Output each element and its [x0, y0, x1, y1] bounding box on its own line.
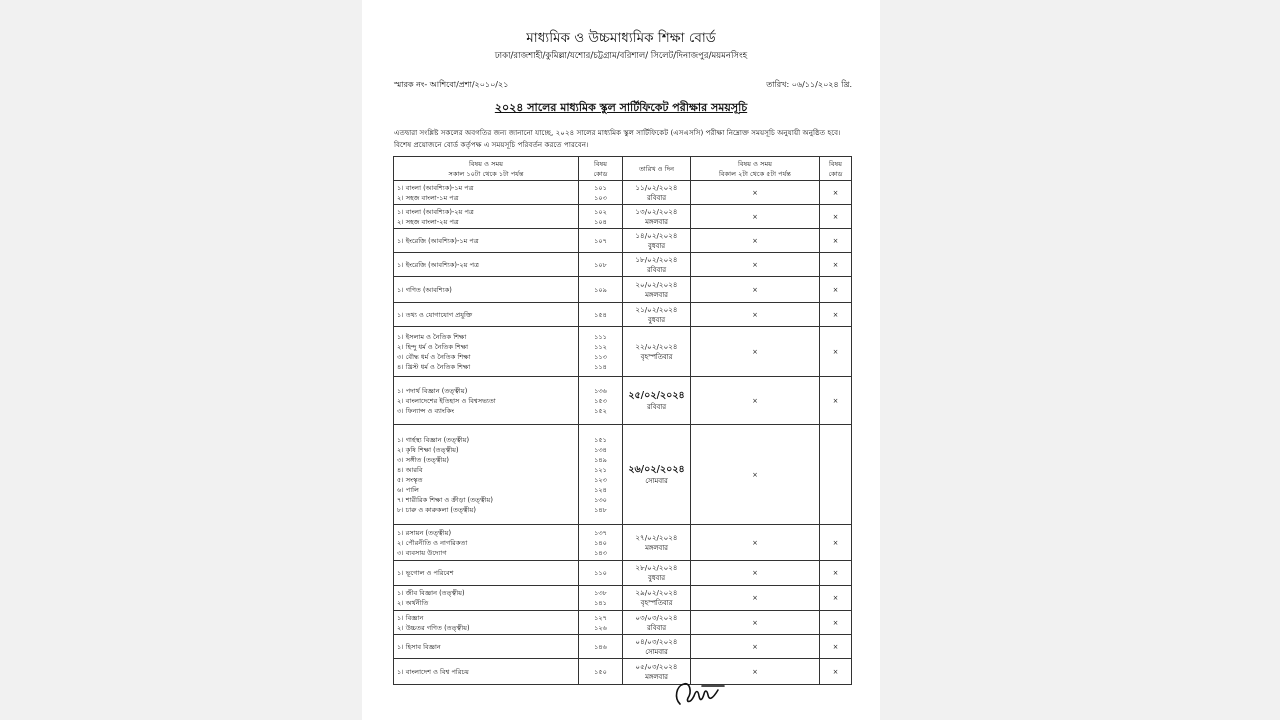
exam-date: ২৯/০২/২০২৪ — [635, 588, 678, 597]
subject-code: ১২১ — [594, 465, 607, 474]
subject-code: ১১৪ — [594, 362, 607, 371]
exam-date-cell — [623, 525, 691, 561]
exam-date: ২৮/০২/২০২৪ — [635, 563, 678, 572]
afternoon-subject-cell: × — [691, 181, 820, 205]
subject-code: ১৩০ — [594, 495, 607, 504]
exam-date-cell — [623, 181, 691, 205]
table-row — [394, 253, 852, 277]
subject-code: ১২৪ — [594, 485, 607, 494]
subject-code: ১১২ — [594, 342, 607, 351]
table-row — [394, 181, 852, 205]
exam-date-cell — [623, 277, 691, 303]
header-morning-subject: বিষয় ও সময় সকাল ১০টা থেকে ১টা পর্যন্ত — [394, 157, 579, 181]
table-row — [394, 205, 852, 229]
afternoon-code-cell: × — [820, 659, 852, 685]
schedule-title-text: ২০২৪ সালের মাধ্যমিক স্কুল সার্টিফিকেট পরীক্ষার সময়সূচি — [494, 101, 748, 114]
board-subtitle: ঢাকা/রাজশাহী/কুমিল্লা/যশোর/চট্টগ্রাম/বরিশাল/ সিলেট/দিনাজপুর/ময়মনসিংহ — [494, 51, 748, 61]
afternoon-code-cell: × — [820, 253, 852, 277]
subject-name: ১। ভূগোল ও পরিবেশ — [397, 569, 454, 577]
subject-codes-cell — [579, 205, 623, 229]
exam-date-cell — [623, 205, 691, 229]
subject-name: ১। ইসলাম ও নৈতিক শিক্ষা — [397, 332, 467, 341]
subject-codes-cell — [579, 611, 623, 635]
afternoon-code-cell: × — [820, 205, 852, 229]
subject-name: ১। গার্হস্থ্য বিজ্ঞান (তত্ত্বীয়) — [397, 435, 470, 444]
exam-day: মঙ্গলবার — [645, 290, 668, 299]
exam-day: বুধবার — [647, 574, 666, 582]
subject-code: ১২৩ — [594, 475, 607, 484]
afternoon-code-cell: × — [820, 611, 852, 635]
afternoon-subject-cell: × — [691, 253, 820, 277]
afternoon-subject-cell: × — [691, 229, 820, 253]
morning-subjects-cell — [394, 181, 579, 205]
table-row — [394, 303, 852, 327]
document-page — [362, 0, 880, 720]
afternoon-subject-cell: × — [691, 659, 820, 685]
table-row — [394, 425, 852, 525]
subject-codes-cell — [579, 327, 623, 377]
subject-codes-cell — [579, 303, 623, 327]
subject-code: ১০৭ — [594, 236, 607, 245]
subject-name: ৬। পালি — [397, 485, 419, 494]
afternoon-subject-cell: × — [691, 377, 820, 425]
afternoon-subject-cell: × — [691, 303, 820, 327]
header-code: বিষয় কোড — [579, 157, 623, 181]
afternoon-subject-cell: × — [691, 586, 820, 611]
subject-name: ৪। আরবি — [397, 465, 423, 474]
subject-name: ১। ইংরেজি (আবশ্যিক)-১ম পত্র — [397, 236, 479, 245]
board-title: মাধ্যমিক ও উচ্চমাধ্যমিক শিক্ষা বোর্ড — [526, 30, 716, 46]
morning-subjects-cell — [394, 659, 579, 685]
subject-codes-cell — [579, 181, 623, 205]
morning-subjects-cell — [394, 303, 579, 327]
morning-subjects-cell — [394, 586, 579, 611]
exam-date: ০৩/০৩/২০২৪ — [635, 612, 678, 622]
afternoon-subject-cell: × — [691, 635, 820, 659]
subject-name: ৩। ফিন্যান্স ও ব্যাংকিং — [397, 406, 455, 415]
table-row — [394, 611, 852, 635]
subject-name: ৩। সঙ্গীত (তত্ত্বীয়) — [397, 455, 449, 464]
subject-name: ২। অর্থনীতি — [397, 599, 429, 607]
exam-date-cell — [623, 327, 691, 377]
subject-code: ১৫৩ — [594, 396, 607, 405]
exam-day: সোমবার — [645, 647, 668, 656]
subject-codes-cell — [579, 277, 623, 303]
morning-subjects-cell — [394, 205, 579, 229]
morning-subjects-cell — [394, 425, 579, 525]
subject-name: ৭। শারীরিক শিক্ষা ও ক্রীড়া (তত্ত্বীয়) — [397, 495, 493, 504]
subject-codes-cell — [579, 586, 623, 611]
subject-name: ১। রসায়ন (তত্ত্বীয়) — [397, 528, 452, 537]
afternoon-code-cell: × — [820, 181, 852, 205]
notice-paragraph: এতদ্বারা সংশ্লিষ্ট সকলের অবগতির জন্য জানানো যাচ্ছে, ২০২৪ সালের মাধ্যমিক স্কুল সার্টিফিকেট (এসএসসি) পরীক্ষা নিম্নোক্ত সময়সূচি অনুযায়ী অনুষ্ঠিত হবে। বিশেষ প্রয়োজনে বোর্ড কর্তৃপক্ষ এ সময়সূচি পরিবর্তন করতে পারবেন। — [394, 128, 841, 149]
subject-code: ১১১ — [594, 332, 607, 341]
subject-name: ২। সহজ বাংলা-১ম পত্র — [397, 193, 459, 202]
exam-date: ২৭/০২/২০২৪ — [635, 532, 678, 542]
subject-code: ১১৩ — [594, 352, 607, 361]
exam-date: ২০/০২/২০২৪ — [635, 279, 678, 289]
exam-schedule-table — [393, 156, 852, 685]
subject-name: ১। ইংরেজি (আবশ্যিক)-২য় পত্র — [397, 260, 479, 269]
afternoon-code-cell: × — [820, 635, 852, 659]
subject-codes-cell — [579, 377, 623, 425]
subject-code: ১৫১ — [594, 435, 607, 444]
table-body — [394, 181, 852, 685]
subject-name: ১। বাংলা (আবশ্যিক)-১ম পত্র — [397, 183, 474, 192]
afternoon-code-cell: × — [820, 229, 852, 253]
subject-name: ১। হিসাব বিজ্ঞান — [397, 642, 441, 651]
afternoon-code-cell: × — [820, 303, 852, 327]
subject-code: ১০৩ — [594, 193, 607, 202]
subject-code: ১২৬ — [594, 623, 607, 632]
table-header-row — [394, 157, 852, 181]
subject-name: ১। বিজ্ঞান — [397, 613, 424, 622]
subject-name: ১। পদার্থ বিজ্ঞান (তত্ত্বীয়) — [397, 386, 468, 395]
subject-name: ২। সহজ বাংলা-২য় পত্র — [397, 217, 459, 226]
subject-code: ১৪৩ — [594, 548, 607, 557]
exam-day: রবিবার — [647, 623, 666, 632]
exam-day: রবিবার — [647, 193, 666, 202]
afternoon-code-cell: × — [820, 586, 852, 611]
subject-code: ১৪১ — [594, 599, 607, 607]
table-row — [394, 377, 852, 425]
issue-date: তারিখ: ০৬/১১/২০২৪ খ্রি. — [766, 80, 852, 89]
subject-name: ২। কৃষি শিক্ষা (তত্ত্বীয়) — [397, 445, 459, 454]
exam-day: রবিবার — [647, 403, 666, 411]
exam-date: ২৬/০২/২০২৪ — [628, 464, 685, 475]
table-row — [394, 659, 852, 685]
subject-name: ১। বাংলাদেশ ও বিশ্ব পরিচয় — [397, 667, 469, 676]
subject-codes-cell — [579, 525, 623, 561]
subject-name: ১। বাংলা (আবশ্যিক)-২য় পত্র — [397, 207, 474, 216]
exam-date-cell — [623, 611, 691, 635]
morning-subjects-cell — [394, 525, 579, 561]
morning-subjects-cell — [394, 611, 579, 635]
morning-subjects-cell — [394, 377, 579, 425]
subject-code: ১৩৮ — [594, 589, 607, 597]
table-row — [394, 229, 852, 253]
subject-code: ১০২ — [594, 207, 607, 216]
subject-codes-cell — [579, 425, 623, 525]
subject-name: ১। জীব বিজ্ঞান (তত্ত্বীয়) — [397, 589, 465, 597]
subject-code: ১০৪ — [594, 217, 607, 226]
afternoon-code-cell: × — [820, 327, 852, 377]
exam-day: বৃহস্পতিবার — [640, 599, 673, 607]
subject-codes-cell — [579, 229, 623, 253]
exam-date: ১৪/০২/২০২৪ — [635, 230, 678, 240]
subject-codes-cell — [579, 635, 623, 659]
subject-code: ১৫০ — [594, 667, 607, 676]
subject-code: ১৪৮ — [594, 505, 607, 514]
morning-subjects-cell — [394, 561, 579, 586]
subject-name: ৫। সংস্কৃত — [397, 475, 423, 484]
schedule-title — [362, 99, 880, 118]
afternoon-subject-cell: × — [691, 425, 820, 525]
subject-code: ১৪৬ — [594, 642, 607, 651]
afternoon-subject-cell: × — [691, 611, 820, 635]
exam-day: রবিবার — [647, 265, 666, 274]
table-row — [394, 327, 852, 377]
subject-code: ১০৮ — [594, 260, 607, 269]
afternoon-subject-cell: × — [691, 525, 820, 561]
subject-code: ১৪০ — [594, 538, 607, 547]
subject-name: ১। গণিত (আবশ্যিক) — [397, 285, 452, 294]
exam-date: ২১/০২/২০২৪ — [635, 304, 678, 314]
subject-name: ৩। ব্যবসায় উদ্যোগ — [397, 548, 447, 557]
subject-code: ১৫২ — [594, 406, 607, 415]
morning-subjects-cell — [394, 253, 579, 277]
subject-code: ১২৭ — [594, 613, 607, 622]
afternoon-code-cell — [820, 425, 852, 525]
afternoon-subject-cell: × — [691, 561, 820, 586]
subject-name: ৪। খ্রিস্ট ধর্ম ও নৈতিক শিক্ষা — [397, 362, 471, 371]
exam-date-cell — [623, 303, 691, 327]
exam-day: মঙ্গলবার — [645, 672, 668, 681]
subject-name: ২। হিন্দু ধর্ম ও নৈতিক শিক্ষা — [397, 342, 469, 351]
exam-date: ১৮/০২/২০২৪ — [635, 254, 678, 264]
afternoon-code-cell: × — [820, 561, 852, 586]
afternoon-code-cell: × — [820, 525, 852, 561]
subject-name: ১। তথ্য ও যোগাযোগ প্রযুক্তি — [397, 310, 473, 319]
subject-code: ১১০ — [594, 569, 607, 577]
exam-date: ০৫/০৩/২০২৪ — [635, 661, 678, 671]
exam-date: ১৩/০২/২০২৪ — [635, 206, 678, 216]
exam-date-cell — [623, 635, 691, 659]
subject-codes-cell — [579, 659, 623, 685]
subject-name: ২। বাংলাদেশের ইতিহাস ও বিশ্বসভ্যতা — [397, 396, 496, 405]
table-row — [394, 635, 852, 659]
subject-code: ১৫৪ — [594, 310, 607, 319]
header-date-day: তারিখ ও দিন — [623, 157, 691, 181]
morning-subjects-cell — [394, 277, 579, 303]
afternoon-code-cell: × — [820, 377, 852, 425]
morning-subjects-cell — [394, 635, 579, 659]
exam-day: বুধবার — [647, 241, 666, 250]
exam-date: ২২/০২/২০২৪ — [635, 341, 678, 351]
exam-day: বৃহস্পতিবার — [640, 352, 673, 361]
table-row — [394, 277, 852, 303]
subject-code: ১০১ — [594, 183, 607, 192]
subject-name: ৩। বৌদ্ধ ধর্ম ও নৈতিক শিক্ষা — [397, 352, 471, 361]
header-code-2: বিষয় কোড — [820, 157, 852, 181]
subject-codes-cell — [579, 561, 623, 586]
exam-date-cell — [623, 586, 691, 611]
afternoon-subject-cell: × — [691, 327, 820, 377]
morning-subjects-cell — [394, 327, 579, 377]
table-row — [394, 525, 852, 561]
subject-code: ১০৯ — [594, 285, 607, 294]
exam-date: ০৪/০৩/২০২৪ — [635, 636, 678, 646]
exam-date: ২৫/০২/২০২৪ — [628, 390, 685, 401]
signature — [672, 676, 728, 714]
header-afternoon-subject: বিষয় ও সময় বিকাল ২টা থেকে ৫টা পর্যন্ত — [691, 157, 820, 181]
memo-number: স্মারক নং- আশিবো/প্রশা/২০১০/২১ — [394, 80, 509, 89]
table-row — [394, 561, 852, 586]
afternoon-code-cell: × — [820, 277, 852, 303]
subject-code: ১৩৭ — [594, 528, 607, 537]
table-row — [394, 586, 852, 611]
morning-subjects-cell — [394, 229, 579, 253]
afternoon-subject-cell: × — [691, 205, 820, 229]
subject-name: ২। পৌরনীতি ও নাগরিকতা — [397, 538, 468, 547]
subject-codes-cell — [579, 253, 623, 277]
exam-date: ১১/০২/২০২৪ — [635, 182, 678, 192]
exam-date-cell — [623, 377, 691, 425]
exam-day: সোমবার — [645, 477, 668, 485]
exam-day: মঙ্গলবার — [645, 543, 668, 552]
exam-day: বুধবার — [647, 315, 666, 324]
afternoon-subject-cell: × — [691, 277, 820, 303]
subject-name: ৮। চারু ও কারুকলা (তত্ত্বীয়) — [397, 505, 476, 514]
exam-date-cell — [623, 561, 691, 586]
subject-code: ১৩৬ — [594, 386, 607, 395]
subject-code: ১৩৪ — [594, 445, 607, 454]
exam-day: মঙ্গলবার — [645, 217, 668, 226]
exam-date-cell — [623, 425, 691, 525]
subject-name: ২। উচ্চতর গণিত (তত্ত্বীয়) — [397, 623, 470, 632]
exam-date-cell — [623, 229, 691, 253]
subject-code: ১৪৯ — [594, 455, 607, 464]
exam-date-cell — [623, 253, 691, 277]
